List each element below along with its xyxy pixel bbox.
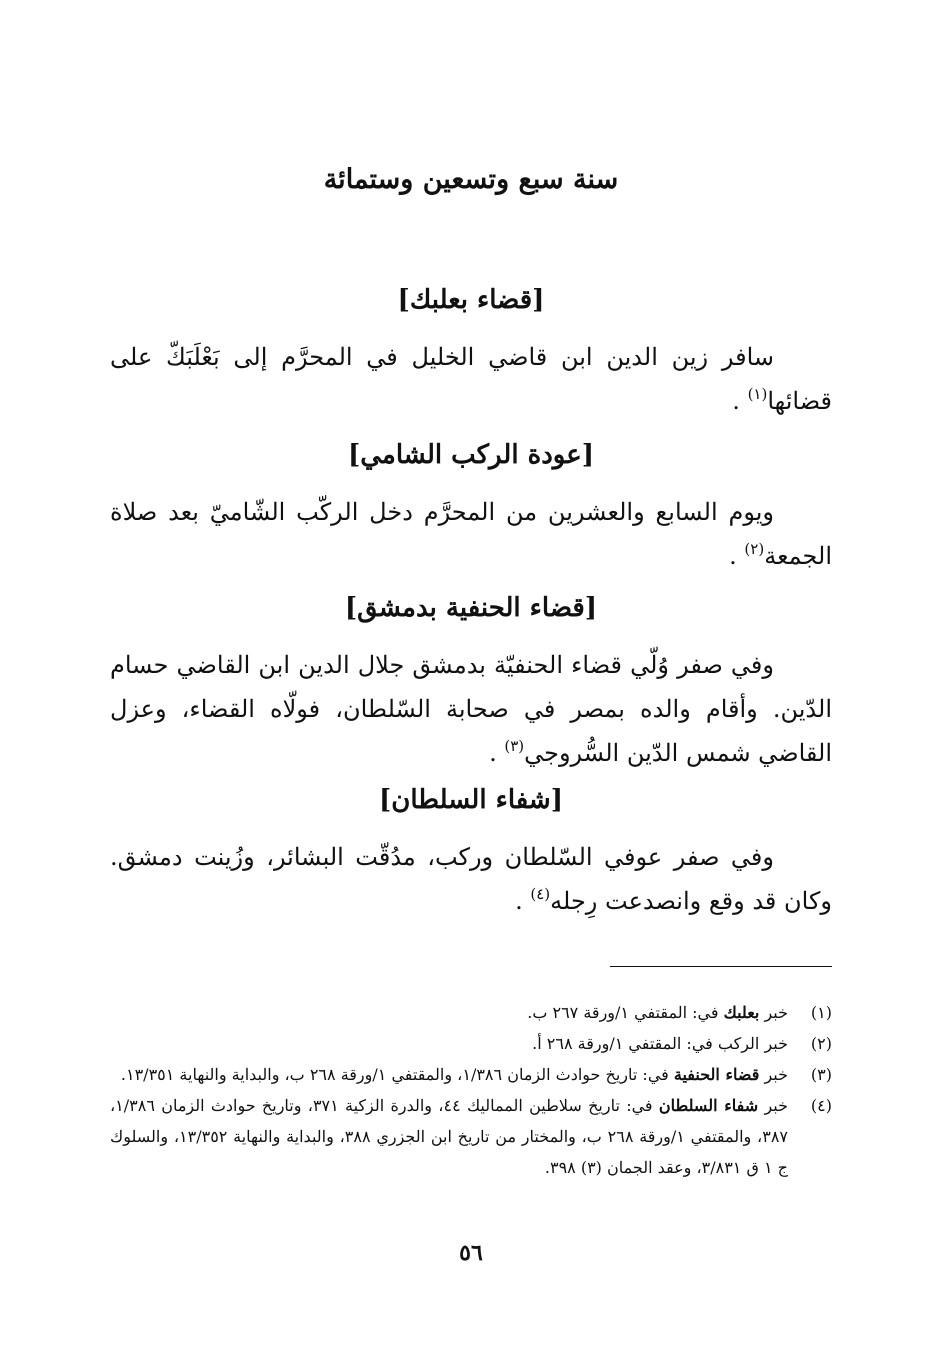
- footnote-reference-4[interactable]: (٤): [530, 885, 551, 903]
- paragraph-text: وفي صفر وُلّي قضاء الحنفيّة بدمشق جلال الدين ابن القاضي حسام الدّين. وأقام والده بمصر في صحابة السّلطان، فولّاه القضاء، وعزل القاضي شمس الدّين السُّروجي: [110, 651, 832, 767]
- footnote-rest: في: المقتفي ١/ورقة ٢٦٧ ب.: [527, 1003, 724, 1022]
- section-paragraph-sultan-recovery: [110, 835, 832, 923]
- section-heading-levant-caravan: [عودة الركب الشامي]: [347, 440, 595, 470]
- paragraph-text: وفي صفر عوفي السّلطان وركب، مدُقّت البشائر، وزُينت دمشق. وكان قد وقع وانصدعت رِجله: [110, 843, 832, 915]
- page-number: ٥٦: [459, 1240, 483, 1266]
- section-heading-baalbek: [قضاء بعلبك]: [397, 285, 545, 315]
- footnote-4: [110, 1090, 832, 1183]
- footnote-lead: خبر: [759, 1003, 788, 1022]
- footnotes: [110, 997, 832, 1183]
- paragraph-text: سافر زين الدين ابن قاضي الخليل في المحرَّم إلى بَعْلَبَكّ على قضائها: [110, 343, 832, 415]
- paragraph-text: ويوم السابع والعشرين من المحرَّم دخل الركّب الشّاميّ بعد صلاة الجمعة: [110, 498, 832, 570]
- footnote-text: [110, 1090, 788, 1183]
- footnote-text: [110, 1059, 788, 1090]
- section-heading-sultan-recovery: [شفاء السلطان]: [378, 785, 564, 815]
- paragraph-end: .: [515, 887, 531, 915]
- paragraph-end: .: [729, 542, 745, 570]
- footnote-number: (١): [810, 1003, 832, 1022]
- paragraph-end: .: [732, 387, 748, 415]
- paragraph-end: .: [489, 739, 505, 767]
- footnote-number: (٢): [810, 1034, 832, 1053]
- footnote-divider: [610, 966, 832, 967]
- footnote-2: [110, 1028, 832, 1059]
- footnote-subject: بعلبك: [723, 1003, 760, 1022]
- footnote-text: [110, 1028, 788, 1059]
- footnote-rest: في: تاريخ سلاطين المماليك ٤٤، والدرة الزكية ٣٧١، وتاريخ حوادث الزمان ١/٣٨٦، ٣٨٧، والمقتفي ١/ورقة ٢٦٨ ب، والمختار من تاريخ ابن الجزري ٣٨٨، والبداية والنهاية ١٣/٣٥٢، والسلوك ج ١ ق ٣/٨٣١، وعقد الجمان (٣) ٣٩٨.: [110, 1096, 788, 1177]
- footnote-reference-3[interactable]: (٣): [504, 737, 525, 755]
- section-paragraph-levant-caravan: [110, 490, 832, 578]
- footnote-lead: خبر: [758, 1096, 789, 1115]
- footnote-number: (٣): [810, 1065, 832, 1084]
- footnote-text: [110, 997, 788, 1028]
- footnote-subject: شفاء السلطان: [658, 1096, 759, 1115]
- document-page: [110, 0, 832, 1368]
- footnote-1: [110, 997, 832, 1028]
- footnote-lead: خبر الركب في: المقتفي ١/ورقة ٢٦٨ أ.: [532, 1034, 788, 1053]
- section-paragraph-hanafi-judgeship: [110, 643, 832, 775]
- footnote-lead: خبر: [759, 1065, 788, 1084]
- footnote-reference-2[interactable]: (٢): [744, 540, 765, 558]
- section-paragraph-baalbek: [110, 335, 832, 423]
- section-heading-hanafi-judgeship: [قضاء الحنفية بدمشق]: [344, 593, 598, 623]
- footnote-reference-1[interactable]: (١): [747, 385, 768, 403]
- footnote-rest: في: تاريخ حوادث الزمان ١/٣٨٦، والمقتفي ١/ورقة ٢٦٨ ب، والبداية والنهاية ١٣/٣٥١.: [120, 1065, 674, 1084]
- footnote-3: [110, 1059, 832, 1090]
- footnote-number: (٤): [810, 1096, 832, 1115]
- footnote-subject: قضاء الحنفية: [673, 1065, 760, 1084]
- page-title: سنة سبع وتسعين وستمائة: [323, 164, 619, 195]
